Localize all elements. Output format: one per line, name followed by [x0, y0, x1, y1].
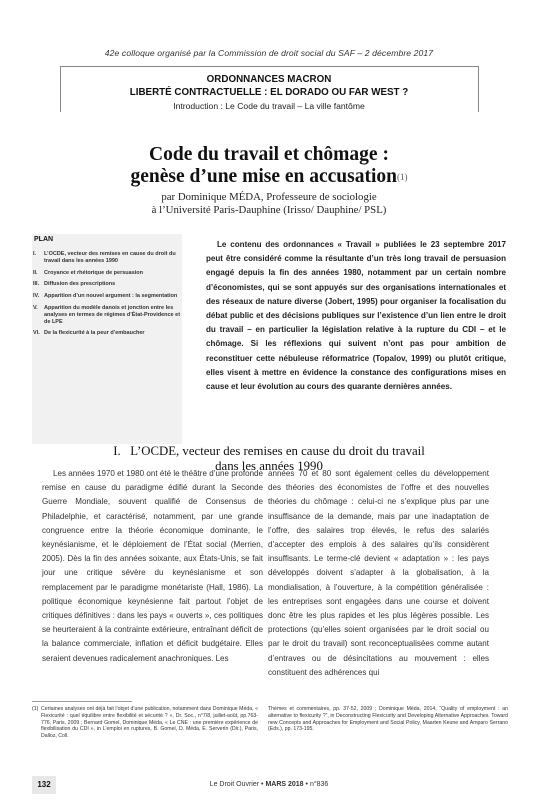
plan-item-number: II. [33, 269, 38, 276]
footnote-text-left: Certaines analyses ont déjà fait l’objet d’une publication, notamment dans Dominique Méda, « Flexicurité : quel équilibre entre flexibilité et sécurité ? », Dr. Soc., n°7/8, juillet-août, pp.763-776, Paris, 2009 ; Bernard Gomel, Dominique Méda, « Le CNE : une première expérience de flexibilisation du CDI », in L’emploi en ruptures, B. Gomel, D. Méda, E. Serverin (Dir.), Paris, Dalloz, Coll. [41, 706, 258, 739]
plan-item-number: III. [33, 281, 40, 288]
issue-date: MARS 2018 [265, 781, 304, 788]
article-title-line-2 [60, 166, 478, 188]
footnote-1-continued [268, 706, 508, 733]
plan-label: PLAN [34, 236, 54, 243]
section-title-line-2: dans les années 1990 [215, 459, 323, 473]
footnote-1 [32, 706, 258, 740]
footer-separator: • [261, 781, 264, 788]
section-title-line-1: L’OCDE, vecteur des remises en cause du droit du travail [130, 444, 425, 458]
series-title [60, 73, 478, 99]
byline-line-2: à l’Université Paris-Dauphine (Irisso/ Dauphine/ PSL) [151, 204, 387, 216]
section-heading-line-1 [60, 444, 478, 459]
plan-item-text: Croyance et rhétorique de persuasion [44, 269, 144, 276]
body-paragraph-left: Les années 1970 et 1980 ont été le théâtre d’une profonde remise en cause du paradigme édifié durant la Seconde Guerre Mondiale, souvent qualifié de Consensus de Philadelphie, et caractérisé, notamment, par une grande congruence entre la théorie économique dominante, le keynésianisme, et le déploiement de l’État social (Merrien, 2005). Dès la fin des années soixante, aux États-Unis, se fait jour une critique sévère du keynésianisme et son remplacement par le paradigme monétariste (Hall, 1986). La politique économique keynésienne fait partout l’objet de critiques définitives : dans les pays « ouverts », ces politiques se heurteraient à la contrainte extérieure, entraînant déficit de la balance commerciale, inflation et déficit budgétaire. Elles seraient devenues radicalement anachroniques. Les [42, 469, 263, 663]
footnote-separator [32, 701, 132, 702]
byline-line-1: par Dominique MÉDA, Professeure de sociologie [161, 191, 377, 203]
body-column-right [268, 467, 489, 680]
footnote-number: (1) [32, 706, 39, 712]
plan-item-text: Apparition du modèle danois et jonction entre les analyses en termes de régimes d’État-Providence et de LPE [44, 304, 181, 325]
section-number: I. [113, 444, 121, 458]
plan-item-number: VI. [33, 330, 40, 337]
plan-item[interactable] [33, 270, 183, 277]
footnote-text-right: Thèmes et commentaires, pp. 37-52, 2009 ; Dominique Méda, 2014, “Quality of employment : an alternative to flexicurity ?”, in Deconstructing Flexicurity and Developing Alternative Approaches. Toward new Concepts and Approaches for Employment and Social Policy, Maarten Keune and Amparo Serrano (Eds.), pp. 173-195. [268, 706, 508, 733]
header-top-rule [60, 66, 478, 67]
header-right-rule [478, 66, 479, 112]
plan-item[interactable] [33, 305, 183, 325]
plan-item[interactable] [33, 293, 183, 300]
journal-footer [60, 781, 478, 788]
plan-list [33, 251, 183, 342]
plan-item-text: De la flexicurité à la peur d’embaucher [44, 330, 145, 337]
article-title-line-1: Code du travail et chômage : [149, 144, 389, 165]
page-number: 132 [37, 780, 51, 789]
journal-name: Le Droit Ouvrier [209, 781, 260, 788]
body-paragraph-right: années 70 et 80 sont également celles du développement des théories des économistes de l’offre et des nouvelles théories du chômage : celui-ci ne s’explique plus par une insuffisance de la demande, mais par une inadaptation de l’offre, des salaires trop élevés, le refus des salariés d’accepter des emplois à des salaires qu’ils considèrent insuffisants. Le terme-clé devient « adaptation » : les pays développés doivent s’adapter à la globalisation, à la mondialisation, à l’ouverture, à la compétition généralisée : les entreprises sont engagées dans une course et doivent donc être les plus rapides et les plus légères possible. Les protections (qu’elles soient organisées par le droit social ou par le droit du travail) sont reconceptualisées comme autant d’entraves ou de désincitations au mouvement : elles constituent des adhérences qui [268, 469, 489, 677]
plan-item-text: Diffusion des prescriptions [44, 281, 116, 288]
plan-item-number: I. [33, 251, 37, 257]
plan-item-text: Apparition d’un nouvel argument : la segmentation [44, 293, 178, 300]
plan-item[interactable] [33, 330, 183, 337]
footnote-ref-1[interactable]: (1) [397, 172, 408, 182]
footer-separator: • [305, 781, 308, 788]
plan-item[interactable] [33, 281, 183, 288]
byline [60, 191, 478, 217]
intro-text: Le contenu des ordonnances « Travail » publiées le 23 septembre 2017 peut être considéré comme la résultante d’un très long travail de persuasion engagé depuis la fin des années 1980, notamment par un certain nombre d’économistes, qui se sont appuyés sur des organisations internationales et des réseaux de nature diverse (Jobert, 1995) pour organiser la focalisation du débat public et des décisions publiques sur l’existence d’un lien entre le droit du travail – en particulier la législation relative à la rupture du CDI – et le chômage. Si les réflexions qui suivent n’ont pas pour ambition de reconstituer cette nébuleuse réformatrice (Topalov, 1999) ou plutôt critique, elles visent à mettre en évidence la constance des configurations mises en cause et leur évolution au cours des quarante dernières années. [206, 240, 506, 392]
article-title-line-2-text: genèse d’une mise en accusation [130, 166, 397, 187]
series-title-line-2: LIBERTÉ CONTRACTUELLE : EL DORADO OU FAR WEST ? [129, 87, 409, 98]
plan-item-number: IV. [33, 293, 40, 300]
plan-item-text: L’OCDE, vecteur des remises en cause du droit du travail dans les années 1990 [44, 251, 176, 264]
issue-number: n°836 [309, 781, 329, 788]
series-subtitle: Introduction : Le Code du travail – La ville fantôme [173, 101, 365, 111]
intro-paragraph [206, 238, 506, 394]
plan-item-number: V. [33, 304, 38, 311]
body-column-left [42, 467, 263, 666]
series-title-line-1: ORDONNANCES MACRON [206, 74, 332, 85]
colloquium-banner: 42e colloque organisé par la Commission de droit social du SAF – 2 décembre 2017 [104, 48, 434, 58]
article-title [60, 144, 478, 188]
plan-item[interactable] [33, 251, 183, 265]
